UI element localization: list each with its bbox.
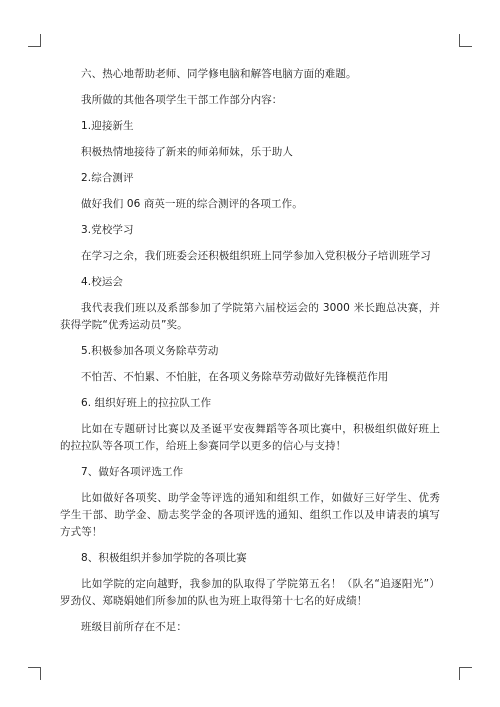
paragraph: 我所做的其他各项学生干部工作部分内容： <box>81 94 283 106</box>
section-heading: 6. 组织好班上的拉拉队工作 <box>81 397 212 409</box>
paragraph: 做好我们 06 商英一班的综合测评的各项工作。 <box>81 198 303 210</box>
crop-mark-bottom-right <box>459 667 472 680</box>
section-heading: 7、做好各项评选工作 <box>81 466 184 478</box>
document-body <box>60 66 440 645</box>
section-heading: 5.积极参加各项义务除草劳动 <box>81 345 219 357</box>
crop-mark-bottom-left <box>28 667 41 680</box>
section-heading: 4.校运会 <box>81 276 124 288</box>
crop-mark-top-right <box>459 34 472 47</box>
crop-mark-top-left <box>28 34 41 47</box>
paragraph: 我代表我们班以及系部参加了学院第六届校运会的 3000 米长跑总决赛，并获得学院“优秀运动员”奖。 <box>60 302 440 331</box>
paragraph: 比如在专题研讨比赛以及圣诞平安夜舞蹈等各项比赛中，积极组织做好班上的拉拉队等各项工作，给班上参赛同学以更多的信心与支持！ <box>60 423 440 452</box>
section-heading: 2.综合测评 <box>81 172 134 184</box>
paragraph: 不怕苦、不怕累、不怕脏，在各项义务除草劳动做好先锋模范作用 <box>81 371 389 383</box>
section-heading: 3.党校学习 <box>81 224 134 236</box>
paragraph: 在学习之余，我们班委会还积极组织班上同学参加入党积极分子培训班学习 <box>81 250 431 262</box>
paragraph: 班级目前所存在不足： <box>81 621 187 633</box>
paragraph: 积极热情地接待了新来的师弟师妹，乐于助人 <box>81 146 293 158</box>
paragraph: 比如做好各项奖、助学金等评选的通知和组织工作，如做好三好学生、优秀学生干部、助学金、励志奖学金的各项评选的通知、组织工作以及申请表的填写方式等！ <box>60 492 440 538</box>
section-heading: 1.迎接新生 <box>81 120 134 132</box>
section-heading: 8、积极组织并参加学院的各项比赛 <box>81 552 247 564</box>
paragraph: 比如学院的定向越野，我参加的队取得了学院第五名！（队名“追逐阳光”）罗劲仪、郑晓娟她们所参加的队也为班上取得第十七名的好成绩！ <box>60 578 440 607</box>
paragraph: 六、热心地帮助老师、同学修电脑和解答电脑方面的难题。 <box>81 68 357 80</box>
